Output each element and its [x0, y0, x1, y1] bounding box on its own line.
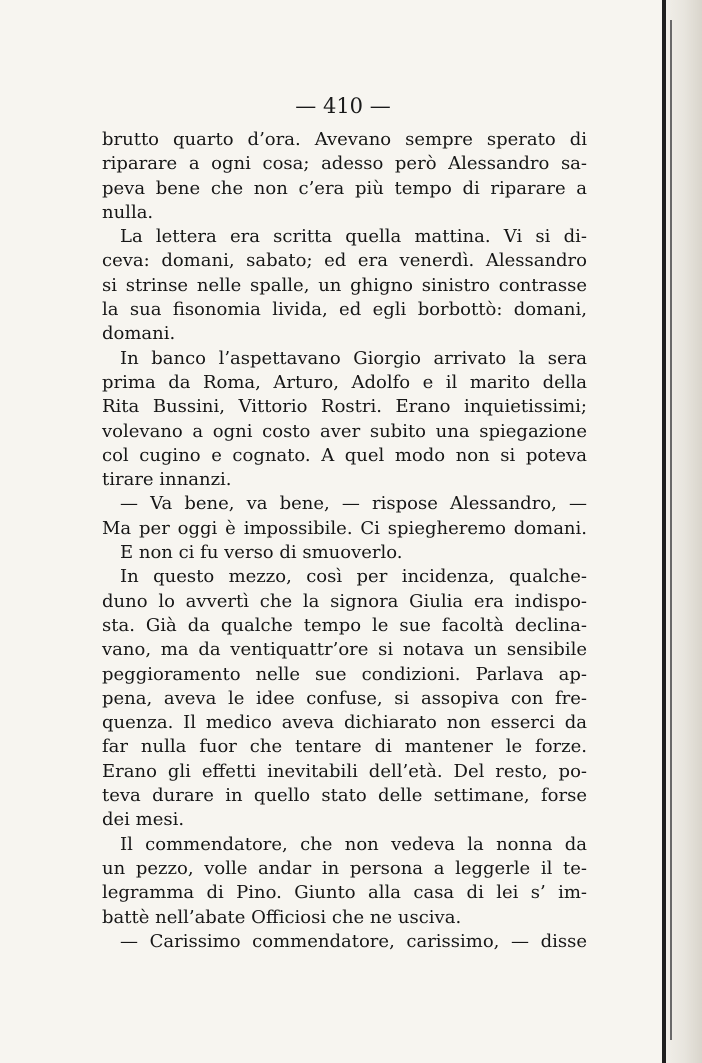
text-line: dei mesi. [102, 809, 185, 831]
text-line: pena, aveva le idee confuse, si assopiva con fre- [102, 687, 587, 709]
text-line: col cugino e cognato. A quel modo non si poteva [102, 444, 587, 466]
text-line: In banco l’aspettavano Giorgio arrivato la sera [120, 347, 587, 369]
text-line: peggioramento nelle sue condizioni. Parlava ap- [102, 663, 587, 685]
page-gutter [662, 0, 702, 1063]
text-line: — Carissimo commendatore, carissimo, — disse [120, 930, 587, 952]
text-line: sta. Già da qualche tempo le sue facoltà declina- [102, 614, 587, 636]
text-line: Rita Bussini, Vittorio Rostri. Erano inquietissimi; [102, 396, 587, 418]
text-line: domani. [102, 323, 176, 345]
text-line: volevano a ogni costo aver subito una spiegazione [102, 420, 587, 442]
text-line: brutto quarto d’ora. Avevano sempre sperato di [102, 129, 587, 150]
text-line: quenza. Il medico aveva dichiarato non esserci da [102, 712, 587, 734]
text-line: un pezzo, volle andar in persona a leggerle il te- [102, 857, 587, 879]
text-line: prima da Roma, Arturo, Adolfo e il marito della [102, 371, 587, 393]
text-line: Erano gli effetti inevitabili dell’età. Del resto, po- [102, 760, 587, 782]
page-number: — 410 — [295, 94, 391, 118]
text-line: Il commendatore, che non vedeva la nonna da [120, 833, 587, 855]
text-line: nulla. [102, 201, 154, 223]
text-line: vano, ma da ventiquattr’ore si notava un sensibile [102, 639, 587, 661]
book-spine-shadow [670, 20, 672, 1040]
text-line: duno lo avvertì che la signora Giulia era indispo- [102, 590, 587, 612]
text-line: battè nell’abate Officiosi che ne usciva. [102, 906, 462, 928]
text-line: peva bene che non c’era più tempo di riparare a [102, 177, 587, 199]
book-spine-edge [662, 0, 666, 1063]
text-line: ceva: domani, sabato; ed era venerdì. Alessandro [102, 250, 587, 272]
text-line: far nulla fuor che tentare di mantener le forze. [102, 736, 587, 758]
text-line: si strinse nelle spalle, un ghigno sinistro contrasse [102, 274, 587, 296]
text-line: tirare innanzi. [102, 469, 232, 491]
body-text [102, 128, 587, 954]
text-line: La lettera era scritta quella mattina. Vi si di- [120, 226, 587, 248]
text-line: — Va bene, va bene, — rispose Alessandro, — [120, 493, 587, 515]
text-line: Ma per oggi è impossibile. Ci spiegheremo domani. [102, 517, 587, 539]
text-line: teva durare in quello stato delle settimane, forse [102, 785, 587, 807]
text-line: riparare a ogni cosa; adesso però Alessandro sa- [102, 153, 587, 175]
text-line: In questo mezzo, così per incidenza, qualche- [120, 566, 587, 588]
text-line: legramma di Pino. Giunto alla casa di lei s’ im- [102, 882, 587, 904]
text-line: la sua fisonomia livida, ed egli borbottò: domani, [102, 299, 587, 321]
text-line: E non ci fu verso di smuoverlo. [120, 542, 403, 564]
